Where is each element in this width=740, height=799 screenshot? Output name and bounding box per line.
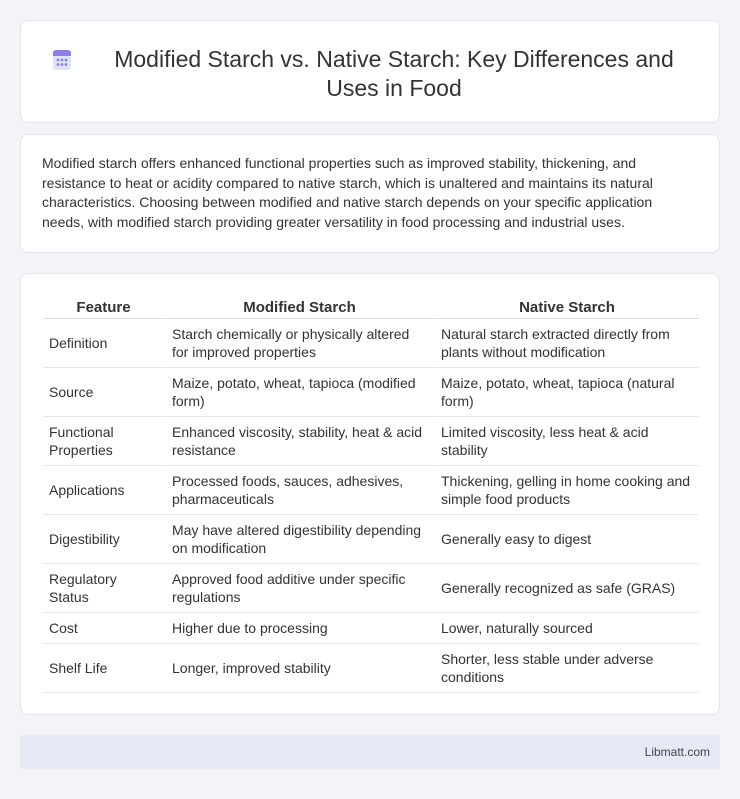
table-row xyxy=(43,515,699,564)
native-cell: Maize, potato, wheat, tapioca (natural form) xyxy=(433,368,699,417)
intro-card xyxy=(20,134,720,253)
feature-cell: Definition xyxy=(43,319,164,368)
table-row xyxy=(43,319,699,368)
table-row xyxy=(43,644,699,693)
native-cell: Generally recognized as safe (GRAS) xyxy=(433,564,699,613)
header-native-starch: Native Starch xyxy=(433,295,699,319)
modified-cell: May have altered digestibility depending on modification xyxy=(164,515,433,564)
modified-cell: Approved food additive under specific regulations xyxy=(164,564,433,613)
title-card xyxy=(20,20,720,123)
native-cell: Natural starch extracted directly from plants without modification xyxy=(433,319,699,368)
table-row xyxy=(43,613,699,644)
comparison-table xyxy=(43,295,699,693)
table-row xyxy=(43,368,699,417)
modified-cell: Starch chemically or physically altered for improved properties xyxy=(164,319,433,368)
feature-cell: Functional Properties xyxy=(43,417,164,466)
native-cell: Limited viscosity, less heat & acid stability xyxy=(433,417,699,466)
feature-cell: Cost xyxy=(43,613,164,644)
comparison-card xyxy=(20,273,720,715)
native-cell: Lower, naturally sourced xyxy=(433,613,699,644)
feature-cell: Digestibility xyxy=(43,515,164,564)
native-cell: Generally easy to digest xyxy=(433,515,699,564)
header-modified-starch: Modified Starch xyxy=(164,295,433,319)
feature-cell: Shelf Life xyxy=(43,644,164,693)
native-cell: Shorter, less stable under adverse conditions xyxy=(433,644,699,693)
footer xyxy=(20,735,720,769)
table-row xyxy=(43,466,699,515)
page-title: Modified Starch vs. Native Starch: Key Differences and Uses in Food xyxy=(114,46,674,101)
document-icon xyxy=(51,49,73,71)
feature-cell: Applications xyxy=(43,466,164,515)
feature-cell: Source xyxy=(43,368,164,417)
modified-cell: Processed foods, sauces, adhesives, pharmaceuticals xyxy=(164,466,433,515)
table-header-row xyxy=(43,295,699,319)
modified-cell: Enhanced viscosity, stability, heat & acid resistance xyxy=(164,417,433,466)
modified-cell: Maize, potato, wheat, tapioca (modified form) xyxy=(164,368,433,417)
modified-cell: Higher due to processing xyxy=(164,613,433,644)
feature-cell: Regulatory Status xyxy=(43,564,164,613)
table-row xyxy=(43,417,699,466)
footer-brand-link[interactable]: Libmatt.com xyxy=(644,745,710,759)
intro-paragraph: Modified starch offers enhanced functional properties such as improved stability, thickening, and resistance to heat or acidity compared to native starch, which is unaltered and maintains its natural characteristics. Choosing between modified and native starch depends on your specific application needs, with modified starch providing greater versatility in food processing and industrial uses. xyxy=(42,155,653,230)
modified-cell: Longer, improved stability xyxy=(164,644,433,693)
header-feature: Feature xyxy=(43,295,164,319)
table-row xyxy=(43,564,699,613)
native-cell: Thickening, gelling in home cooking and simple food products xyxy=(433,466,699,515)
